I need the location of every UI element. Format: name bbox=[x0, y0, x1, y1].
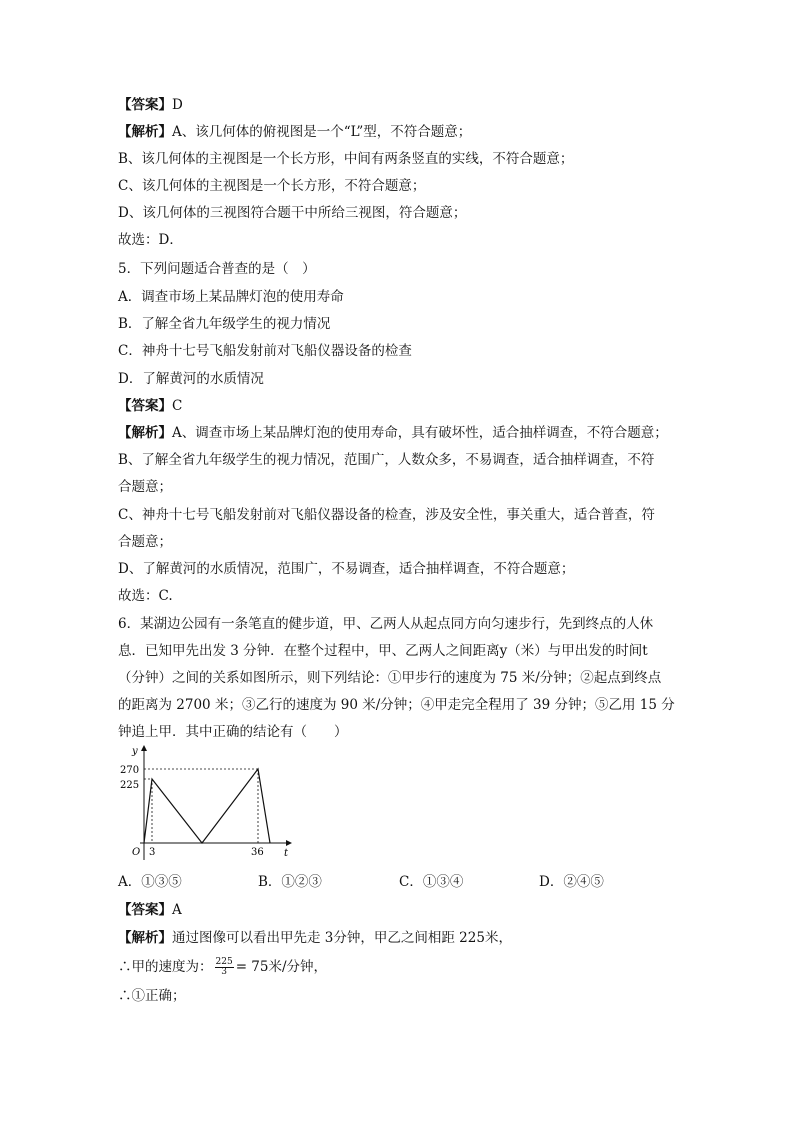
text-line bbox=[118, 177, 425, 195]
line-text: D．了解黄河的水质情况 bbox=[118, 371, 264, 387]
speed-prefix: ∴甲的速度为： bbox=[118, 959, 213, 975]
line-text: A、该几何体的俯视图是一个“L”型，不符合题意； bbox=[172, 124, 472, 140]
line-text: B、了解全省九年级学生的视力情况，范围广，人数众多，不易调查，适合抽样调查，不符 bbox=[118, 452, 655, 468]
line-text: C、神舟十七号飞船发射前对飞船仪器设备的检查，涉及安全性，事关重大，适合普查，符 bbox=[118, 507, 655, 523]
speed-fraction bbox=[215, 958, 234, 977]
text-line bbox=[118, 231, 183, 249]
line-text: C．神舟十七号飞船发射前对飞船仪器设备的检查 bbox=[118, 343, 412, 359]
line-text: A．调查市场上某品牌灯泡的使用寿命 bbox=[118, 289, 344, 305]
text-line bbox=[118, 723, 348, 741]
section-label: 【解析】 bbox=[118, 124, 172, 140]
section-label: 【答案】 bbox=[118, 902, 172, 918]
text-line bbox=[118, 929, 512, 947]
line-text: 的距离为 2700 米；③乙行的速度为 90 米/分钟；④甲走完全程用了 39 分钟；⑤乙用 15 分 bbox=[118, 697, 675, 713]
origin-label: O bbox=[132, 847, 141, 858]
text-line bbox=[118, 533, 172, 551]
option-a: A．①③⑤ bbox=[118, 874, 182, 890]
line-text: 钟追上甲．其中正确的结论有（ ） bbox=[118, 724, 348, 740]
text-line bbox=[118, 560, 574, 578]
y-tick-270: 270 bbox=[120, 765, 140, 776]
option-c: C．①③④ bbox=[399, 874, 464, 890]
fraction-numerator: 225 bbox=[215, 957, 233, 967]
line-text: 5．下列问题适合普查的是（ ） bbox=[118, 261, 316, 277]
text-line bbox=[118, 260, 316, 278]
text-line bbox=[118, 901, 182, 919]
line-text: C、该几何体的主视图是一个长方形，不符合题意； bbox=[118, 178, 426, 194]
answer-options bbox=[118, 873, 678, 891]
y-axis-arrow bbox=[141, 745, 147, 751]
line-text: A、调查市场上某品牌灯泡的使用寿命，具有破坏性，适合抽样调查，不符合题意； bbox=[172, 425, 668, 441]
text-line bbox=[118, 642, 648, 660]
text-line bbox=[118, 587, 173, 605]
speed-result: = 75米/分钟， bbox=[235, 959, 328, 975]
text-line bbox=[118, 397, 182, 415]
text-line bbox=[118, 696, 675, 714]
section-label: 【解析】 bbox=[118, 425, 172, 441]
distance-line bbox=[144, 769, 270, 843]
line-text: B、该几何体的主视图是一个长方形，中间有两条竖直的实线，不符合题意； bbox=[118, 151, 574, 167]
line-text: C bbox=[172, 398, 183, 414]
x-axis-label: t bbox=[284, 848, 289, 859]
text-line bbox=[118, 424, 668, 442]
text-line bbox=[118, 342, 412, 360]
line-text: 息．已知甲先出发 3 分钟．在整个过程中，甲、乙两人之间距离y（米）与甲出发的时间t bbox=[118, 643, 648, 659]
line-text: B．了解全省九年级学生的视力情况 bbox=[118, 316, 331, 332]
line-text: 通过图像可以看出甲先走 3分钟，甲乙之间相距 225米， bbox=[172, 930, 512, 946]
distance-time-graph bbox=[118, 742, 298, 864]
line-text: D、该几何体的三视图符合题干中所给三视图，符合题意； bbox=[118, 205, 467, 221]
line-text: A bbox=[172, 902, 182, 918]
option-d: D．②④⑤ bbox=[539, 874, 604, 890]
text-line bbox=[118, 96, 183, 114]
text-line bbox=[118, 204, 466, 222]
text-line bbox=[118, 669, 661, 687]
line-text: 故选：C. bbox=[118, 588, 173, 604]
text-line bbox=[118, 478, 172, 496]
text-line bbox=[118, 615, 653, 633]
section-label: 【解析】 bbox=[118, 930, 172, 946]
text-line bbox=[118, 288, 344, 306]
section-label: 【答案】 bbox=[118, 97, 172, 113]
option-b: B．①②③ bbox=[258, 874, 322, 890]
line-text: 故选：D． bbox=[118, 232, 183, 248]
text-line bbox=[118, 370, 264, 388]
text-line bbox=[118, 451, 654, 469]
conclusion-line: ∴①正确； bbox=[118, 988, 186, 1004]
x-tick-3: 3 bbox=[149, 847, 156, 858]
x-axis-arrow bbox=[286, 840, 292, 846]
line-text: 合题意； bbox=[118, 534, 172, 550]
text-line bbox=[118, 506, 655, 524]
y-axis-label: y bbox=[132, 746, 138, 757]
line-text: D、了解黄河的水质情况，范围广，不易调查，适合抽样调查，不符合题意； bbox=[118, 561, 575, 577]
section-label: 【答案】 bbox=[118, 398, 172, 414]
fraction-denominator: 3 bbox=[221, 967, 227, 977]
line-text: 6．某湖边公园有一条笔直的健步道，甲、乙两人从起点同方向匀速步行，先到终点的人休 bbox=[118, 616, 654, 632]
x-tick-36: 36 bbox=[251, 847, 264, 858]
speed-calculation bbox=[118, 958, 327, 977]
text-line bbox=[118, 315, 330, 333]
line-text: 合题意； bbox=[118, 479, 172, 495]
y-tick-225: 225 bbox=[120, 780, 140, 791]
line-text: （分钟）之间的关系如图所示，则下列结论：①甲步行的速度为 75 米/分钟；②起点到终点 bbox=[118, 670, 662, 686]
line-text: D bbox=[172, 97, 183, 113]
text-line bbox=[118, 123, 471, 141]
text-line bbox=[118, 150, 573, 168]
